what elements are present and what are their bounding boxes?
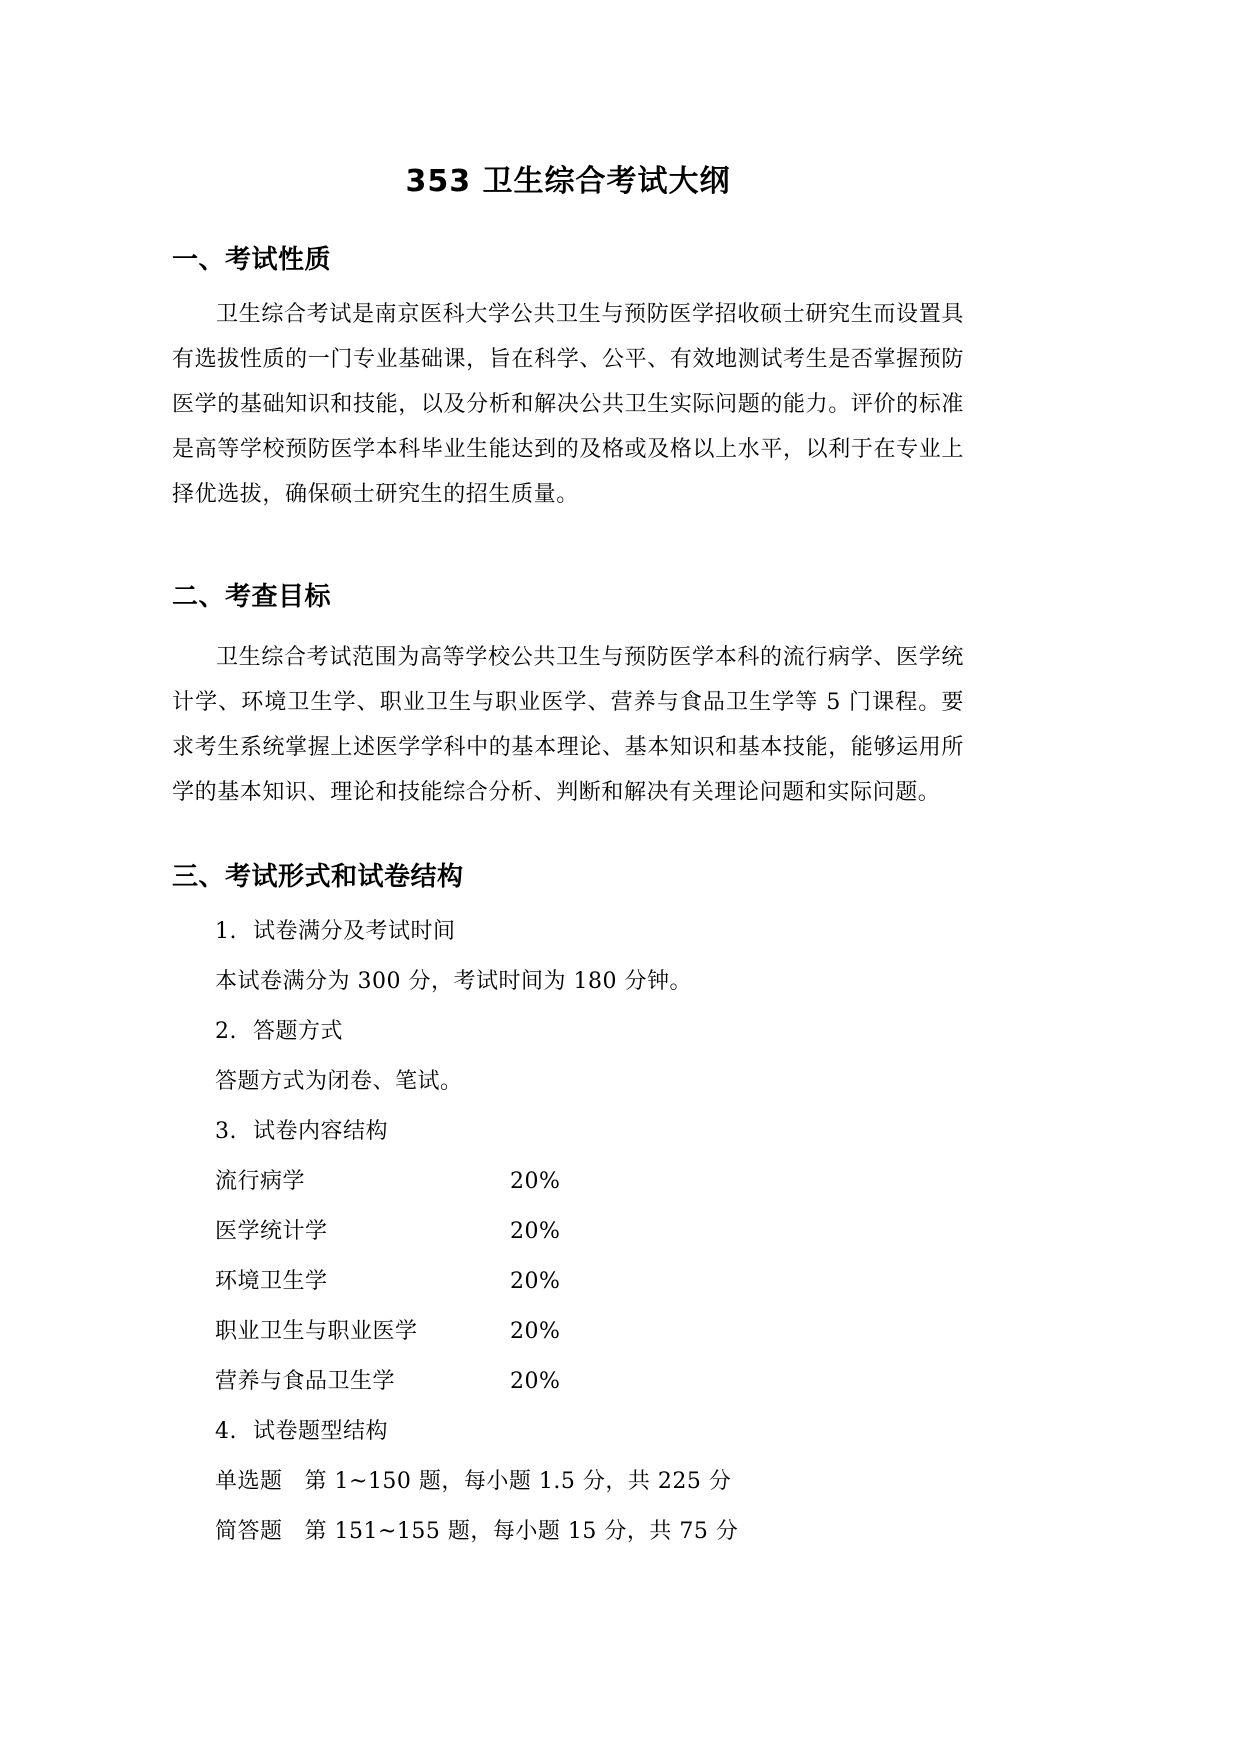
item-1-title: 试卷满分及考试时间 [253,919,456,944]
section-2-paragraph: 卫生综合考试范围为高等学校公共卫生与预防医学本科的流行病学、医学统计学、环境卫生学、职业卫生与职业医学、营养与食品卫生学等 5 门课程。要求考生系统掌握上述医学学科中的基本理论、基本知识和基本技能，能够运用所学的基本知识、理论和技能综合分析、判断和解决有关理论问题和实际问题。 [172,645,964,805]
page-title: 353 卫生综合考试大纲 [405,164,731,199]
item-1-title-line [172,907,964,957]
section-1-heading: 一、考试性质 [172,245,332,275]
item-2-number: 2. [215,1019,237,1044]
question-type-row [172,1507,964,1557]
section-3-heading: 三、考试形式和试卷结构 [172,862,464,892]
item-2-title: 答题方式 [253,1019,344,1044]
item-3-number: 3. [215,1119,237,1144]
subject-percent: 20% [510,1369,561,1394]
subject-percent: 20% [510,1169,561,1194]
item-4-number: 4. [215,1419,237,1444]
item-4-title: 试卷题型结构 [253,1419,389,1444]
document-content [172,160,964,1557]
subject-percent: 20% [510,1219,561,1244]
question-type-detail: 第 1~150 题，每小题 1.5 分，共 225 分 [304,1469,732,1494]
subject-name: 医学统计学 [215,1219,328,1244]
content-structure-row [172,1307,964,1357]
question-type-row [172,1457,964,1507]
question-type-label: 简答题 [215,1519,283,1544]
item-2-body-line: 答题方式为闭卷、笔试。 [215,1069,463,1094]
section-2-heading: 二、考查目标 [172,582,332,612]
content-structure-row [172,1357,964,1407]
content-structure-row [172,1257,964,1307]
item-3-title: 试卷内容结构 [253,1119,389,1144]
subject-percent: 20% [510,1269,561,1294]
subject-name: 流行病学 [215,1169,306,1194]
subject-name: 职业卫生与职业医学 [215,1319,418,1344]
question-type-detail: 第 151~155 题，每小题 15 分，共 75 分 [304,1519,739,1544]
item-4-title-line [172,1407,964,1457]
section-3-list [172,907,964,1557]
item-1-number: 1. [215,919,237,944]
subject-name: 营养与食品卫生学 [215,1369,396,1394]
item-2-title-line [172,1007,964,1057]
subject-name: 环境卫生学 [215,1269,328,1294]
item-1-body-line: 本试卷满分为 300 分，考试时间为 180 分钟。 [215,969,692,994]
subject-percent: 20% [510,1319,561,1344]
item-3-title-line [172,1107,964,1157]
content-structure-row [172,1207,964,1257]
section-1-paragraph: 卫生综合考试是南京医科大学公共卫生与预防医学招收硕士研究生而设置具有选拔性质的一门专业基础课，旨在科学、公平、有效地测试考生是否掌握预防医学的基础知识和技能，以及分析和解决公共卫生实际问题的能力。评价的标准是高等学校预防医学本科毕业生能达到的及格或及格以上水平，以利于在专业上择优选拔，确保硕士研究生的招生质量。 [172,302,964,507]
question-type-label: 单选题 [215,1469,283,1494]
content-structure-row [172,1157,964,1207]
